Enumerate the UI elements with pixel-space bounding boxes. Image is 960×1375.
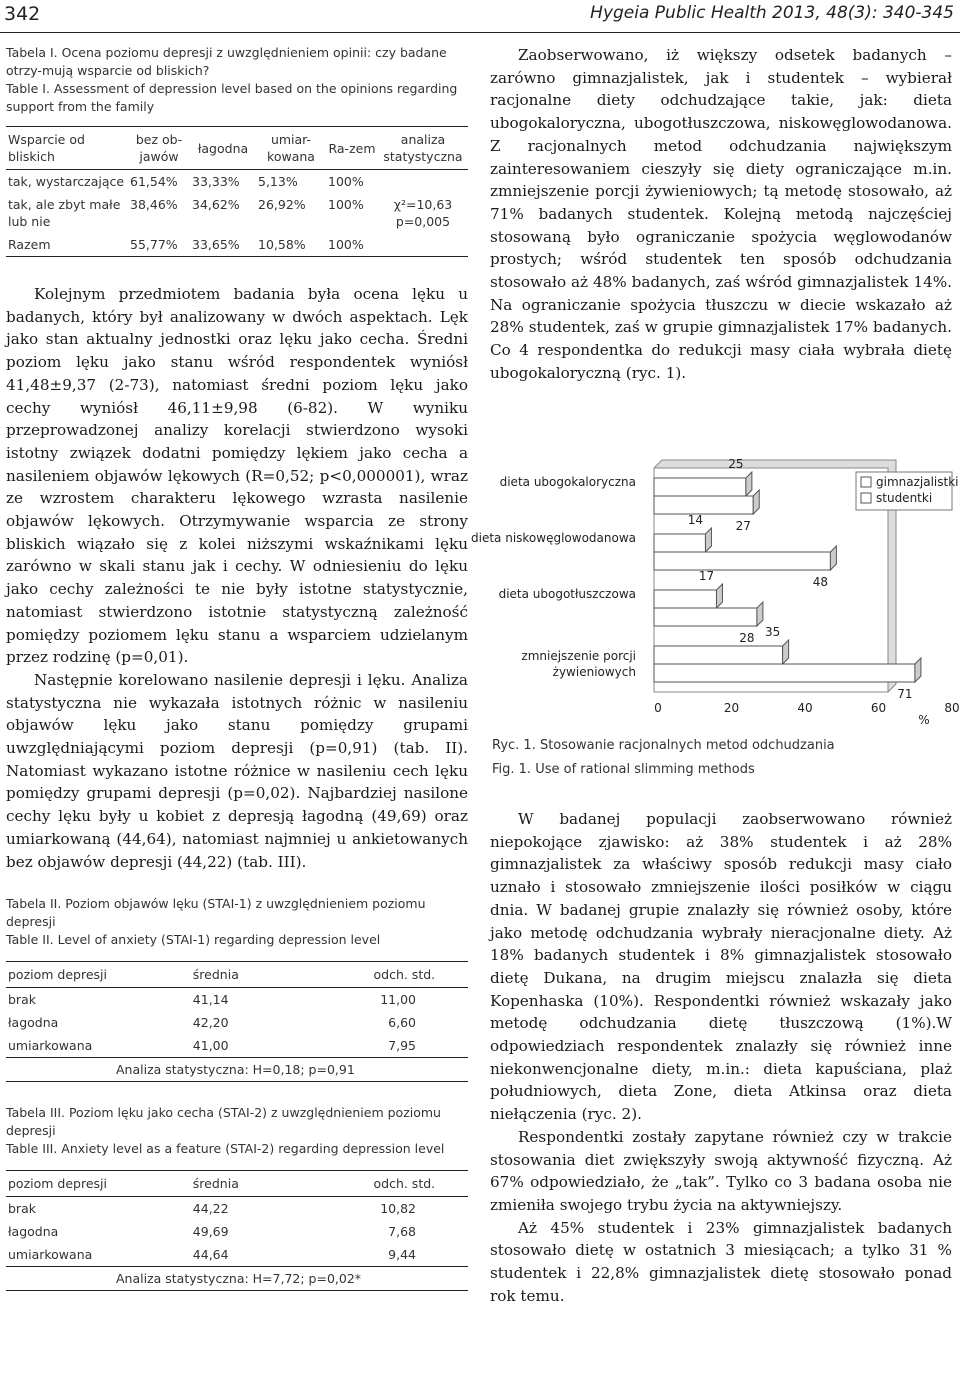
- right-column-top: [490, 44, 952, 385]
- data-label: 27: [735, 519, 751, 533]
- page-number: 342: [4, 3, 41, 25]
- table-cell: 44,22: [192, 1201, 229, 1217]
- legend-label: gimnazjalistki: [876, 475, 959, 489]
- bar-side: [915, 658, 921, 682]
- data-label: 25: [728, 457, 744, 471]
- table1-header: analiza statystyczna: [378, 127, 468, 170]
- bar: [654, 478, 746, 496]
- table-cell: łagodna: [8, 1015, 59, 1031]
- table2-header: średnia: [191, 962, 339, 988]
- table3-header-row: [6, 1171, 468, 1197]
- table-row: [6, 1220, 468, 1243]
- table3-header: średnia: [191, 1171, 339, 1197]
- table-cell: 11,00: [380, 992, 416, 1008]
- table-row: [6, 1197, 468, 1221]
- bar: [654, 552, 830, 570]
- table2: [6, 961, 468, 1082]
- table1-header: umiar-kowana: [256, 127, 326, 170]
- bar-chart-svg: [471, 452, 960, 737]
- left-column: [6, 44, 468, 1291]
- table3-analysis-row: [6, 1267, 468, 1291]
- table2-caption-en: Table II. Level of anxiety (STAI-1) regarding depression level: [6, 932, 381, 948]
- table-cell: 9,44: [388, 1247, 416, 1263]
- table-cell: 7,68: [388, 1224, 416, 1240]
- table3-header: odch. std.: [339, 1171, 468, 1197]
- data-label: 17: [698, 569, 715, 583]
- body-paragraph: Respondentki zostały zapytane również czy w trakcie stosowania diet zwiększyły swoją aktywność fizyczną. Aż 67% odpowiedziało, że „tak”. Tylko co 3 badana osoba nie zmieniła swojego trybu życia na aktywniejszy.: [490, 1127, 952, 1214]
- table-cell: 44,64: [192, 1247, 229, 1263]
- table3: [6, 1170, 468, 1291]
- table-cell: Razem: [8, 237, 51, 252]
- figure-1-chart: [471, 452, 960, 737]
- table-cell: 38,46%: [130, 197, 178, 212]
- table3-analysis: Analiza statystyczna: H=7,72; p=0,02*: [6, 1267, 468, 1291]
- table-cell: 100%: [328, 237, 364, 252]
- table-cell: 7,95: [388, 1038, 416, 1054]
- table2-caption: [6, 895, 468, 949]
- table1-header-row: [6, 127, 468, 170]
- category-label: zmniejszenie porcji: [521, 649, 636, 663]
- body-paragraph: Następnie korelowano nasilenie depresji i lęku. Analiza statystyczna nie wykazała istotnych różnic w nasileniu objawów lęku jako stanu pomiędzy grupami uwzględniającymi poziom depresji (p=0,91) (tab. II). Natomiast wykazano istotne różnice w nasileniu cech lęku pomiędzy grupami depresji (p=0,02). Najbardziej nasilone cechy lęku były u kobiet z depresją łagodną (49,69) oraz umiarkowaną (44,64), natomiast najmniej u ankietowanych bez objawów depresji (44,22) (tab. III).: [6, 670, 468, 871]
- table2-header: odch. std.: [339, 962, 468, 988]
- table-cell: 34,62%: [192, 197, 240, 212]
- x-tick-label: 80: [944, 701, 960, 715]
- table3-header: poziom depresji: [6, 1171, 191, 1197]
- table-cell: umiarkowana: [8, 1038, 93, 1054]
- body-paragraph: W badanej populacji zaobserwowano również niepokojące zjawisko: aż 38% studentek i aż 28% gimnazjalistek za właściwy sposób redukcji masy ciało uznało i stosowało zmniejszenie ilości posiłków w ciągu dnia. W badanej grupie znalazły się również osoby, które jako metodę odchudzania wybrały nieracjonalne diety. Aż 18% badanych studentek i 8% gimnazjalistek stosowało dietę Dukana, na drugim miejscu znalazła się dieta Kopenhaska (10%). Respondentki również wskazały jako metodę odchudzania dietę tłuszczową (1%).W odpowiedziach respondentek znalazły się również inne niekonwencjonalne diety, m.in.: dieta kapuściana, plaż południowych, dieta Zone, dieta Atkinsa oraz dieta niełączenia (ryc. 2).: [490, 810, 952, 1124]
- table-cell: 42,20: [192, 1015, 229, 1031]
- table-cell: 10,58%: [258, 237, 306, 252]
- table2-header-row: [6, 962, 468, 988]
- table-row: [6, 233, 468, 257]
- table1-header: bez ob-jawów: [128, 127, 190, 170]
- data-label: 14: [687, 513, 704, 527]
- category-label: dieta ubogotłuszczowa: [498, 587, 636, 601]
- table-row: [6, 988, 468, 1012]
- table1-p-value: p=0,005: [395, 214, 451, 229]
- bar: [654, 496, 753, 514]
- table1-caption: [6, 44, 468, 116]
- data-label: 35: [764, 625, 781, 639]
- table-cell: brak: [8, 992, 36, 1008]
- bar: [654, 664, 915, 682]
- data-label: 28: [739, 631, 755, 645]
- table-cell: 49,69: [192, 1224, 229, 1240]
- table2-header: poziom depresji: [6, 962, 191, 988]
- legend-swatch: [861, 477, 871, 487]
- data-label: 48: [812, 575, 829, 589]
- table-row: [6, 193, 468, 233]
- table-cell: łagodna: [8, 1224, 59, 1240]
- table-cell: brak: [8, 1201, 36, 1217]
- table1-stat-cell: [378, 193, 468, 233]
- table1-caption-pl: Tabela I. Ocena poziomu depresji z uwzględnieniem opinii: czy badane otrzy-mują wsparcie od bliskich?: [6, 45, 447, 78]
- table1-caption-en: Table I. Assessment of depression level based on the opinions regarding support from the family: [6, 81, 458, 114]
- table-cell: 26,92%: [258, 197, 306, 212]
- table-cell: 55,77%: [130, 237, 178, 252]
- table-cell: 10,82: [380, 1201, 416, 1217]
- right-column-bottom: [490, 808, 952, 1307]
- legend-label: studentki: [876, 491, 933, 505]
- table-row: [6, 1034, 468, 1058]
- figure-1-caption: [492, 734, 835, 782]
- x-unit-label: %: [918, 713, 930, 727]
- body-paragraph: Kolejnym przedmiotem badania była ocena lęku u badanych, który był analizowany w dwóch aspektach. Lęk jako stan aktualny jednostki oraz lęku jako cecha. Średni poziom lęku jako stanu wśród respondentek wyniósł 41,48±9,37 (2-73), natomiast średni poziom lęku jako cechy wyniósł 46,11±9,98 (6-82). W wyniku przeprowadzonej analizy korelacji stwierdzono wysoki istotny związek dodatni pomiędzy lękiem jako cecha a nasileniem objawów lękowych (R=0,52; p<0,000001), wraz ze wzrostem charakteru lękowego wzrasta nasilenie objawów lękowych. Otrzymywanie wsparcia ze strony bliskich wiązało się z kolei niższymi wskaźnikami lęku zarówno w skali stanu jak i cechy. W odniesieniu do lęku jako cechy zależności te nie były istotne statystycznie, natomiast stwierdzono istotnie statystyczną zależność pomiędzy poziomem lęku stanu a wsparciem udzielanym przez rodzinę (p=0,01).: [6, 285, 468, 667]
- body-paragraph: Aż 45% studentek i 23% gimnazjalistek badanych stosowało dietę w ostatnich 3 miesiącach; a tylko 31 % studentek i 22,8% gimnazjalistek dietę stosowało ponad rok temu.: [490, 1218, 952, 1305]
- category-label: dieta niskowęglowodanowa: [471, 531, 636, 545]
- bar: [654, 646, 783, 664]
- x-tick-label: 20: [723, 701, 740, 715]
- table2-analysis: Analiza statystyczna: H=0,18; p=0,91: [6, 1058, 468, 1082]
- category-label: dieta ubogokaloryczna: [499, 475, 636, 489]
- table-cell: umiarkowana: [8, 1247, 93, 1263]
- table1: [6, 126, 468, 257]
- x-tick-label: 40: [797, 701, 813, 715]
- table3-caption: [6, 1104, 468, 1158]
- table-cell: 33,65%: [192, 237, 240, 252]
- table1-header: Wsparcie od bliskich: [6, 127, 128, 170]
- table1-header: łagodna: [190, 127, 256, 170]
- table-cell: 5,13%: [258, 174, 298, 189]
- bar: [654, 590, 716, 608]
- bar: [654, 534, 705, 552]
- x-tick-label: 0: [654, 701, 662, 715]
- bar: [654, 608, 757, 626]
- table-row: [6, 1243, 468, 1267]
- legend-swatch: [861, 493, 871, 503]
- table-row: [6, 170, 468, 194]
- body-paragraph: Zaobserwowano, iż większy odsetek badanych – zarówno gimnazjalistek, jak i studentek – wybierał racjonalne diety odchudzające takie, jak: dieta ubogokaloryczna, ubogotłuszczowa, niskowęglowodanowa. Z racjonalnych metod odchudzania największym zainteresowaniem cieszyły się diety ograniczające m.in. zmniejszenie porcji żywieniowych; tą metodę stosowało, aż 71% badanych studentek. Kolejną metodą najczęściej stosowaną było ograniczanie spożycia węglowodanów prostych; wśród studentek ten sposób odchudzania stosowało aż 48% badanych, zaś wśród gimnazjalistek 14%. Na ograniczanie spożycia tłuszczu w diecie wskazało aż 28% studentek, zaś w grupie gimnazjalistek 17% badanych. Co 4 respondentka do redukcji masy ciała wybrała dietę ubogokaloryczną (ryc. 1).: [490, 46, 952, 382]
- table-cell: 100%: [328, 197, 364, 212]
- figure-caption-en: Fig. 1. Use of rational slimming methods: [492, 762, 755, 777]
- category-label: żywieniowych: [552, 665, 636, 679]
- table-cell: tak, ale zbyt małe lub nie: [8, 197, 121, 229]
- table3-caption-en: Table III. Anxiety level as a feature (STAI-2) regarding depression level: [6, 1141, 445, 1157]
- table-cell: 41,00: [192, 1038, 229, 1054]
- table3-caption-pl: Tabela III. Poziom lęku jako cecha (STAI-2) z uwzględnieniem poziomu depresji: [6, 1105, 441, 1139]
- table1-chi-square: χ²=10,63: [393, 197, 453, 212]
- table-cell: 6,60: [388, 1015, 416, 1031]
- table2-caption-pl: Tabela II. Poziom objawów lęku (STAI-1) z uwzględnieniem poziomu depresji: [6, 896, 426, 930]
- table-cell: 61,54%: [130, 174, 178, 189]
- table-cell: 33,33%: [192, 174, 240, 189]
- table1-header: Ra-zem: [326, 127, 378, 170]
- x-tick-label: 60: [870, 701, 887, 715]
- table-cell: tak, wystarczające: [8, 174, 125, 189]
- page-header: [0, 0, 960, 33]
- figure-caption-pl: Ryc. 1. Stosowanie racjonalnych metod odchudzania: [492, 738, 835, 753]
- table-cell: 41,14: [192, 992, 229, 1008]
- table-row: [6, 1011, 468, 1034]
- table-cell: 100%: [328, 174, 364, 189]
- data-label: 71: [897, 687, 913, 701]
- table2-analysis-row: [6, 1058, 468, 1082]
- journal-citation: Hygeia Public Health 2013, 48(3): 340-345: [590, 3, 954, 23]
